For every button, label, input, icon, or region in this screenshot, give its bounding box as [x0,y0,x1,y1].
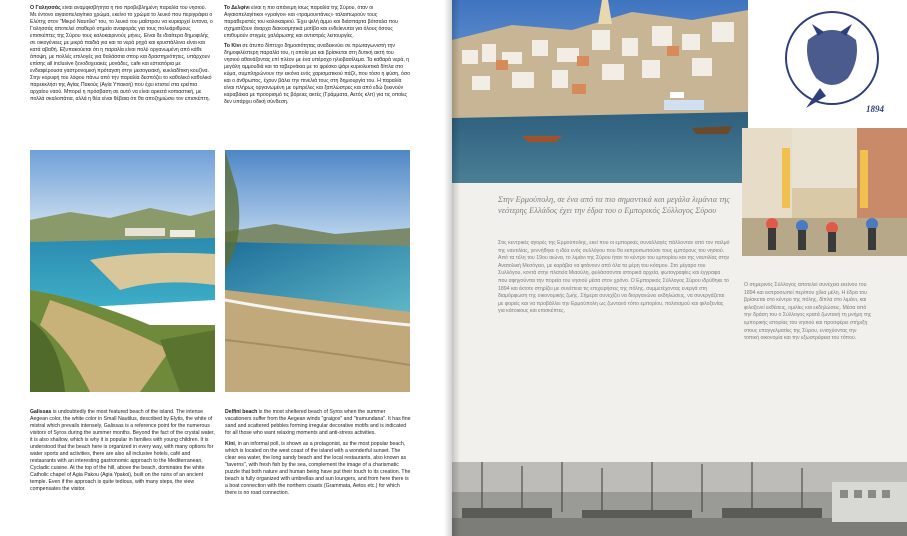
english-text-delfini: is the most sheltered beach of Syros when the summer vacationers suffer from the Aegean winds "graigos" and "tramundana". It has fine sand and scattered pebbles forming irregular decorative motifs and is indicated for all those who want relaxing moments and anti-stress activities. [225,409,411,436]
hermoupolis-illustration [452,0,748,183]
english-lead-delfini: Delfini beach [225,409,258,415]
greek-text-column-2 [224,5,410,135]
historic-harbor-illustration [452,462,907,536]
article-headline: Στην Ερμούπολη, σε ένα από τα πιο σημαντικά και μεγάλα λιμάνια της νεότερης Ελλάδος έχει την έδρα του ο Εμπορικός Σύλλογος Σύρου [498,195,730,215]
historic-harbor-photo [452,462,907,536]
article-body-text: Στις κεντρικές αγορές της Ερμούπολης, εκεί που οι εμπορικές συναλλαγές πάλλονταν από τον παλμό της ναυτιλίας, γεννήθηκε η ιδέα ενός συλλόγου που θα εκπροσωπούσε τους εμπόρους του νησιού. Από τα τέλη του 19ου αιώνα, το λιμάνι της Σύρου ήταν το κέντρο του εμπορίου και της ναυτιλίας στην Ανατολική Μεσόγειο, με καράβια να φτάνουν από όλα τα μέρη του κόσμου. Στο μέγαρο του Συλλόγου, κοντά στην πλατεία Μιαούλη, φυλάσσονται ιστορικά αρχεία, φωτογραφίες και έγγραφα που αφηγούνται την πορεία του νησιού μέσα στον χρόνο. Ο Εμπορικός Σύλλογος Σύρου ιδρύθηκε το 1894 και έκτοτε στηρίζει με συνέπεια τις επιχειρήσεις της πόλης, συμμετέχοντας ενεργά στη διαμόρφωση της οικονομικής ζωής. Σήμερα συνεχίζει να διοργανώνει εκδηλώσεις, να συνεργάζεται με φορείς και να προβάλλει την Ερμούπολη ως ζωντανό τόπο εμπορίου, πολιτισμού και φιλοξενίας για κάτοικους και επισκέπτες. [498,240,730,315]
english-text-galissas: is undoubtedly the most featured beach of the island. The intense Aegean color, the white color in Small Nautilus, described by Elytis, the white of mistral which prevails intensely, Galissas is a reference point for the numerous visitors of Syros during the summer months. Beyond the fact of the crystal water, it is also shallow, which is why it is popular in families with young children. It is understood that the beach here is organized in every way, with many options for water sports and activities, there are also all inclusive hotels, café and restaurants with an interesting gastronomic approach to the Mediterranean, Cycladic cuisine. At the top of the hill, above the beach, dominates the white Catholic chapel of Agia Pakou (Agia Ypakoi), built on the ruins of an ancient temple. Even if the approach is quite tedious, with many steps, the view compensates the visitor. [30,409,215,492]
greek-text-column-1 [30,5,214,135]
street-illustration [742,128,907,256]
galissas-beach-illustration [30,150,215,392]
right-page [452,0,907,536]
greek-lead-kini: Το Κίνι [224,43,241,49]
greek-text-galissas: είναι αναμφισβήτητα η πιο προβεβλημένη παραλία του νησιού. Με έντονο αιγαιοπελαγίτικο χρώμα, εκείνο το χρώμα το λευκό που περιγράφει ο Ελύτης στον "Μικρό Ναυτίλο" του, το λευκό του μαΐστρου να κυριαρχεί έντονα, ο Γαλησσάς αποτελεί σταθερό σημείο αναφοράς για τους πολυάριθμους επισκέπτες της Σύρου τους καλοκαιρινούς μήνες. Είναι δε ιδιαίτερα δημοφιλής σε οικογένειες με μικρά παιδιά για και τα νερά ρηχά και κρυστάλλινα είναι και κατά αβαθή. Εξυπακούεται ότι η παραλία είναι πολύ οργανωμένη από κάθε άποψη, με πολλές επιλογές για θαλάσσια σπορ και δραστηριότητες, υπάρχουν επίσης all inclusive ξενοδοχειακές μονάδες, cafe και εστιατόρια με ενδιαφέρουσα γαστρονομική πρόταγση στην μεσογειακή, κυκλαδίτικη κουζίνα. Στην κορυφή του λόφου πάνω από την παραλία δεσπόζει το καθολικό καθολικό παρεκκλήσι της Αγίας Πακούς (Αγία Υπακοή) που έχει κτιστεί στα ερείπια αρχαίου ναού. Μπορεί η πρόσβαση σε αυτό να είναι αρκετά κοπιαστική, με πολλά σκαλοπάτια, αλλά η θέα είναι θέβαια ότι θα αποζημιώσει τον επισκέπτη. [30,5,213,102]
english-text-kini: , in an informal poll, is shown as a protagonist, as the most popular beach, which is located on the west coast of the island with a wonderful sunset. The clear sea water, the long sandy beach and the local restaurants, also known as "taverns", with fresh fish by the sea, complement the image of a charismatic puzzle that both nature and human being have put their touch to its creation. The beach is fully organized with umbrellas and sun loungers, and from here there is a boat connection with the northern coasts (Grammata, Aetos etc.) for which there is no road connection. [225,441,411,496]
english-lead-kini: Kini [225,441,235,447]
greek-lead-delfini: Το Δελφίνι [224,5,250,11]
association-logo-box [748,0,907,128]
delfini-beach-photo [225,150,410,392]
greek-lead-galissas: Ο Γαλησσάς [30,5,61,11]
hermoupolis-harbor-photo [452,0,748,183]
english-text-column-1 [30,409,215,531]
page-gutter [444,0,460,536]
english-lead-galissas: Galissas [30,409,52,415]
article-side-text: Ο σημερινός Σύλλογος αποτελεί συνέχεια εκείνου του 1894 και εκπροσωπεί περίπου χίλια μέλη. Η έδρα του βρίσκεται στο κέντρο της πόλης, δίπλα στο λιμάνι, και φιλοξενεί εκθέσεις, ομιλίες και εκδηλώσεις. Μέσα από την δράση του ο Σύλλογος κρατά ζωντανή τη μνήμη της εμπορικής ιστορίας του νησιού και προσφέρει στήριξη στους επαγγελματίες της Σύρου, ενισχύοντας την τοπική οικονομία και την εξωστρέφεια του τόπου. [744,282,872,342]
galissas-beach-photo [30,150,215,392]
logo-year: 1894 [866,104,884,114]
hermoupolis-street-photo [742,128,907,256]
english-text-column-2 [225,409,411,531]
delfini-beach-illustration [225,150,410,392]
greek-text-delfini: είναι η πιο απάνεμη ίσως παραλία της Σύρου, όταν οι Αιγαιοπελαγίτικοι «γραίγοι» και «τραμουντάνες» ταλαιπωρούν τους παραθεριστές του καλοκαιριού. Έχει ψιλή άμμο και διάσπαρτα βότσαλα που σχηματίζουν άναρχα διακοσμητικά μοτίβα και ενδείκνυται για όλους όσους επιθυμούν στιγμές χαλάρωσης και αντιστρές λειτουργίες. [224,5,398,39]
greek-text-kini: σε άτυπο δίπτυχο δημοσιότητας αναδεικνύει σε πρωταγωνιστή την δημοφιλέστερη παραλία του, η οποία μα και βρίσκεται στη δυτική ακτή του νησιού αθανάζοντας επί πλέον με ένα υπέροχο ηλιοβασίλεμα. Τα καθαρά νερά, η μεγάλη αμμουδιά και τα ταβερνάκια με το φρέσκο ψάρι κυριολεκτικά δίπλα στο κύμα, συμπληρώνουν την εικόνα ενός χαρισματικού πάζλ, που τόσο η φύση, όσο και ο άνθρωπος, έχουν βάλει την πινελιά τους στη δημιουργία του. Η παραλία είναι πλήρως οργανωμένη με ομπρέλες και ξαπλώστρες και από εδώ ξεκινούν καραβάκια με προορισμό τις βόρειες ακτές (Γράμματα, Αετός κλπ) για τις οποίες δεν υπάρχει οδική σύνδεση. [224,43,410,105]
left-page [0,0,452,536]
